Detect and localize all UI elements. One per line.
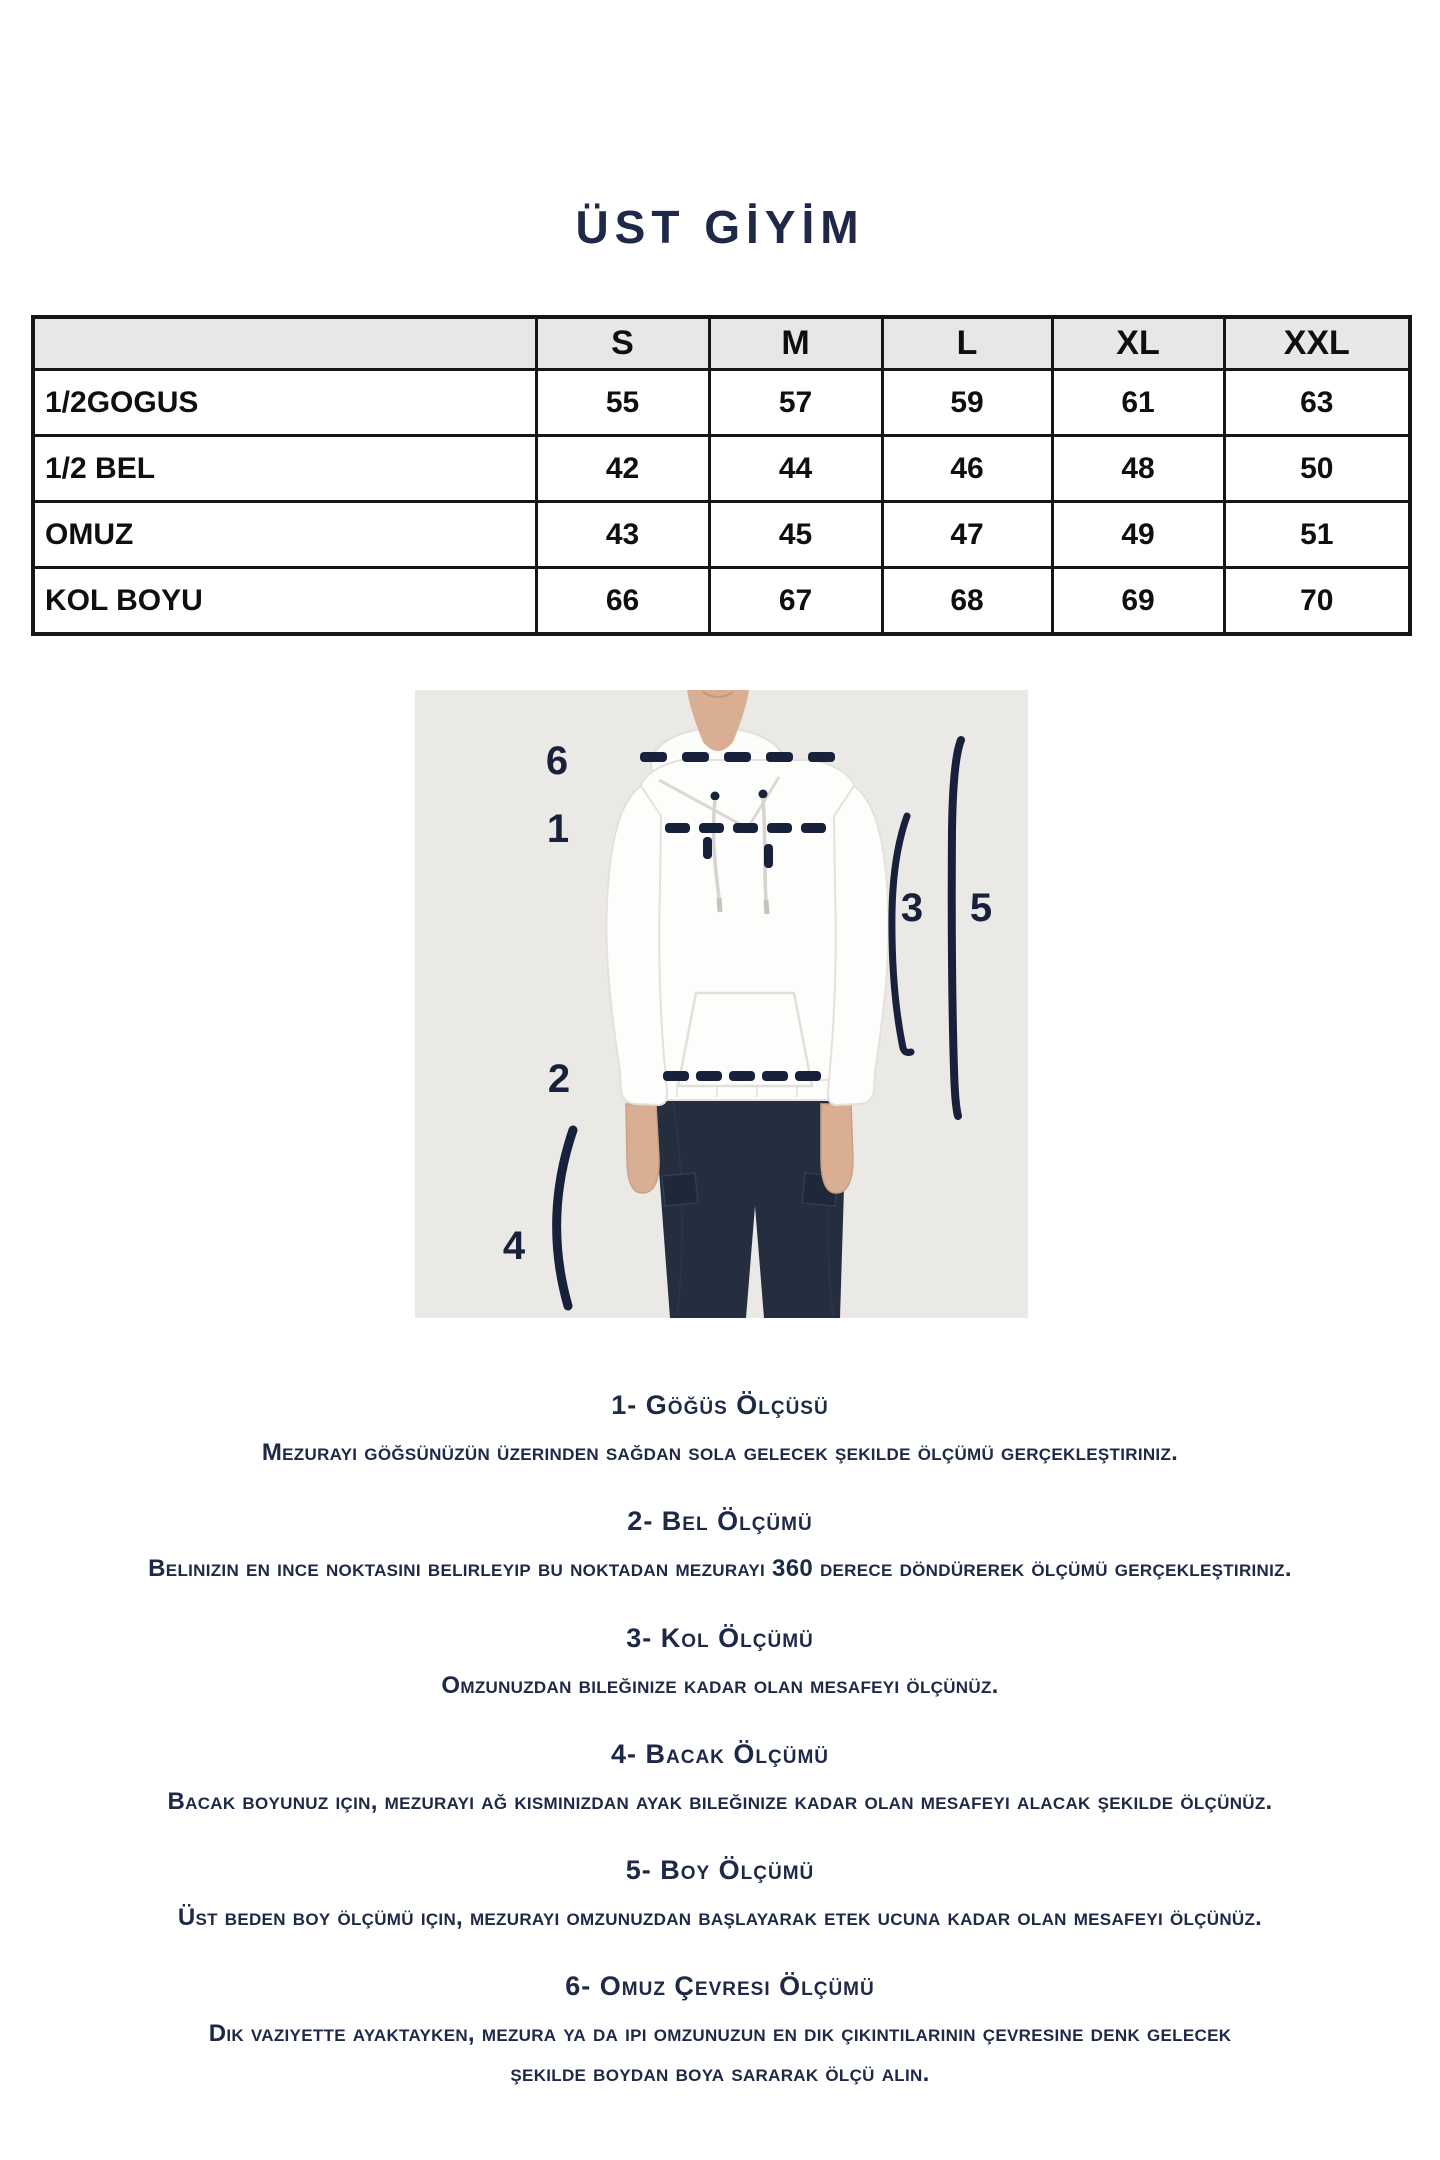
instruction-heading: 6- Omuz Çevresi Ölçümü: [565, 1971, 875, 2001]
instruction-section-leg: [0, 1739, 1440, 1822]
instruction-section-arm: [0, 1623, 1440, 1706]
col-header-l: L: [882, 317, 1052, 370]
cell-value: 68: [882, 568, 1052, 635]
cell-value: 69: [1052, 568, 1224, 635]
cell-value: 55: [536, 370, 709, 436]
marker-height: 5: [969, 886, 993, 930]
instruction-section-chest: [0, 1390, 1440, 1473]
model-photo: [415, 690, 1028, 1318]
table-row-waist: [33, 436, 1410, 502]
page-title: ÜST GİYİM: [575, 201, 865, 253]
marker-waist: 2: [547, 1057, 571, 1101]
marker-leg: 4: [502, 1224, 526, 1268]
row-label: OMUZ: [33, 502, 536, 568]
instruction-body: Dik vaziyette ayaktayken, mezura ya da ipi omzunuzun en dik çıkıntılarının çevresine denk gelecek şekilde boydan boya sararak ölçü alın.: [208, 2020, 1232, 2087]
col-header-s: S: [536, 317, 709, 370]
instruction-body: Bacak boyunuz için, mezurayı ağ kısmınızdan ayak bileğinize kadar olan mesafeyi alacak şekilde ölçünüz.: [167, 1788, 1273, 1815]
cell-value: 45: [709, 502, 882, 568]
table-row-shoulder: [33, 502, 1410, 568]
instruction-section-waist: [0, 1506, 1440, 1589]
instruction-heading: 2- Bel Ölçümü: [627, 1506, 813, 1536]
marker-chest: 1: [546, 807, 570, 851]
size-table: [31, 315, 1412, 636]
table-row-chest: [33, 370, 1410, 436]
table-row-sleeve: [33, 568, 1410, 635]
instruction-heading: 3- Kol Ölçümü: [626, 1623, 814, 1653]
instruction-heading: 1- Göğüs Ölçüsü: [611, 1390, 829, 1420]
cell-value: 57: [709, 370, 882, 436]
cell-value: 47: [882, 502, 1052, 568]
cell-value: 42: [536, 436, 709, 502]
marker-arm: 3: [900, 886, 924, 930]
instruction-body: Belinizin en ince noktasını belirleyip bu noktadan mezurayı 360 derece döndürerek ölçümü gerçekleştiriniz.: [148, 1555, 1292, 1582]
row-label: 1/2GOGUS: [33, 370, 536, 436]
col-header-xxl: XXL: [1224, 317, 1410, 370]
instruction-body: Omzunuzdan bileğinize kadar olan mesafeyi ölçünüz.: [441, 1672, 999, 1699]
instruction-body: Mezurayı göğsünüzün üzerinden sağdan sola gelecek şekilde ölçümü gerçekleştiriniz.: [261, 1439, 1179, 1466]
cell-value: 70: [1224, 568, 1410, 635]
cell-value: 51: [1224, 502, 1410, 568]
instruction-heading: 5- Boy Ölçümü: [625, 1855, 815, 1885]
cell-value: 67: [709, 568, 882, 635]
instruction-section-shoulder: [0, 1971, 1440, 2094]
col-header-xl: XL: [1052, 317, 1224, 370]
row-label: KOL BOYU: [33, 568, 536, 635]
cell-value: 46: [882, 436, 1052, 502]
cell-value: 48: [1052, 436, 1224, 502]
marker-shoulder: 6: [545, 739, 569, 783]
cell-value: 61: [1052, 370, 1224, 436]
col-header-m: M: [709, 317, 882, 370]
instruction-body: Üst beden boy ölçümü için, mezurayı omzunuzdan başlayarak etek ucuna kadar olan mesafeyi ölçünüz.: [177, 1904, 1263, 1931]
corner-cell: [33, 317, 536, 370]
cell-value: 59: [882, 370, 1052, 436]
row-label: 1/2 BEL: [33, 436, 536, 502]
instruction-section-height: [0, 1855, 1440, 1938]
instruction-heading: 4- Bacak Ölçümü: [611, 1739, 829, 1769]
cell-value: 63: [1224, 370, 1410, 436]
cell-value: 43: [536, 502, 709, 568]
waist-dashed-line: [663, 1071, 821, 1081]
size-table-header-row: [33, 317, 1410, 370]
cell-value: 66: [536, 568, 709, 635]
cell-value: 49: [1052, 502, 1224, 568]
cell-value: 50: [1224, 436, 1410, 502]
cell-value: 44: [709, 436, 882, 502]
